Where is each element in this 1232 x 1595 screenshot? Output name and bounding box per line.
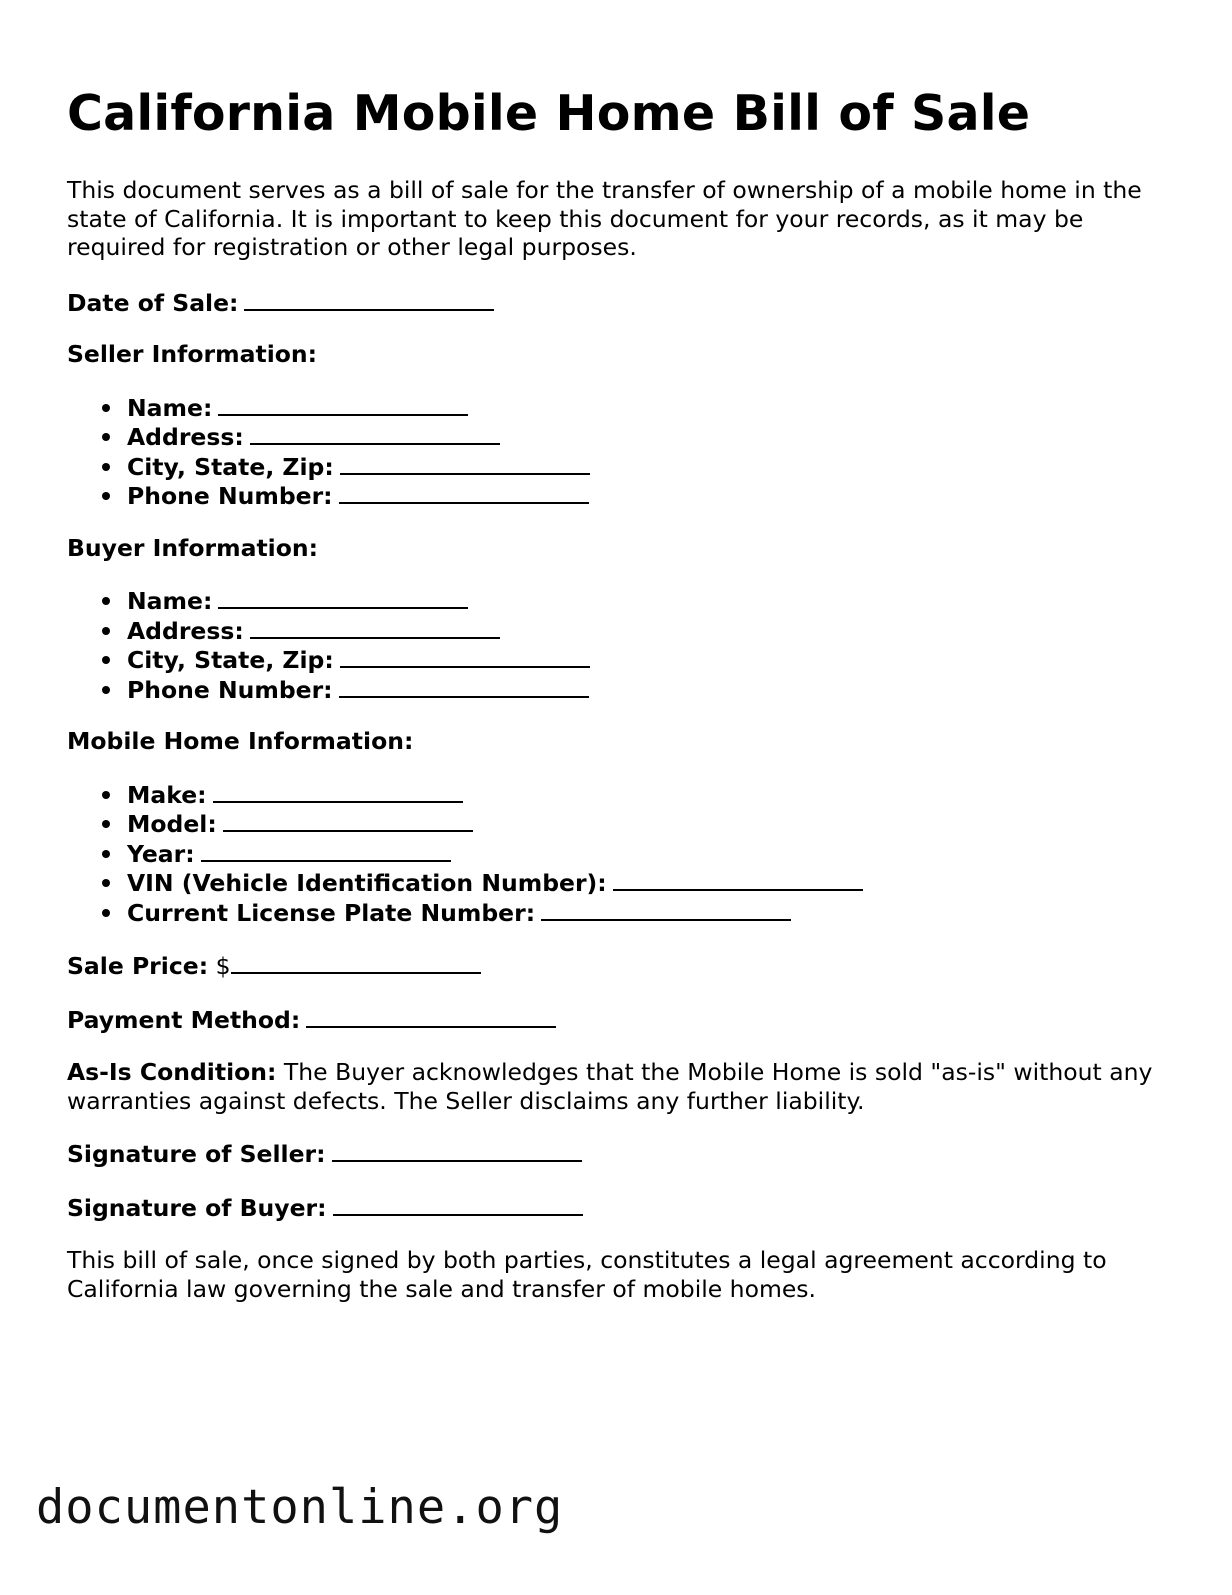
signature-buyer-blank[interactable] [333,1193,583,1216]
document-title: California Mobile Home Bill of Sale [67,85,1031,142]
make-label: Make: [127,780,207,809]
year-blank[interactable] [201,839,451,862]
vin-label: VIN (Vehicle Identification Number): [127,869,607,897]
seller-section-heading: Seller Information: [67,340,318,368]
license-plate-item [127,898,1167,928]
sale-price-field [67,951,1167,981]
sale-price-currency: $ [215,952,231,980]
seller-name-item [127,393,1167,423]
vin-item [127,868,1167,898]
signature-seller-field [67,1139,1167,1169]
buyer-name-label: Name: [127,587,213,615]
payment-method-label: Payment Method: [67,1005,301,1034]
seller-phone-blank[interactable] [339,481,589,504]
seller-city-state-zip-blank[interactable] [340,452,590,475]
seller-city-state-zip-label: City, State, Zip: [127,452,334,481]
year-item [127,839,1167,869]
as-is-label: As-Is Condition: [67,1058,277,1086]
sale-price-label: Sale Price: [67,952,209,980]
date-of-sale-blank[interactable] [244,288,494,311]
model-item [127,809,1167,839]
buyer-city-state-zip-label: City, State, Zip: [127,646,334,674]
seller-phone-item [127,481,1167,511]
seller-fields-list [67,393,1167,511]
year-label: Year: [127,839,195,868]
document-page [67,82,1167,1303]
watermark-text: documentonline.org [36,1480,564,1535]
payment-method-blank[interactable] [306,1005,556,1028]
closing-paragraph: This bill of sale, once signed by both parties, constitutes a legal agreement according to California law governing the sale and transfer of mobile homes. [67,1246,1107,1303]
intro-paragraph: This document serves as a bill of sale for the transfer of ownership of a mobile home in the state of California. It is important to keep this document for your records, as it may be required for registration or other legal purposes. [67,176,1142,261]
license-plate-blank[interactable] [541,898,791,921]
seller-name-label: Name: [127,393,213,422]
buyer-address-label: Address: [127,616,244,645]
signature-seller-label: Signature of Seller: [67,1140,326,1168]
signature-seller-blank[interactable] [332,1139,582,1162]
buyer-fields-list [67,586,1167,704]
seller-city-state-zip-item [127,452,1167,482]
buyer-address-blank[interactable] [250,616,500,639]
buyer-name-blank[interactable] [218,586,468,609]
make-blank[interactable] [213,780,463,803]
vin-blank[interactable] [613,868,863,891]
buyer-city-state-zip-item [127,645,1167,675]
sale-price-blank[interactable] [231,951,481,974]
model-label: Model: [127,810,217,838]
mobile-home-fields-list [67,780,1167,928]
as-is-text: The Buyer acknowledges that the Mobile Home is sold "as-is" without any warranties against defects. The Seller disclaims any further liability. [67,1058,1153,1115]
buyer-address-item [127,616,1167,646]
license-plate-label: Current License Plate Number: [127,898,536,927]
seller-phone-label: Phone Number: [127,482,333,510]
payment-method-field [67,1005,1167,1035]
buyer-section-heading: Buyer Information: [67,533,319,562]
buyer-phone-label: Phone Number: [127,675,333,704]
signature-buyer-label: Signature of Buyer: [67,1193,327,1222]
buyer-phone-blank[interactable] [339,675,589,698]
seller-address-label: Address: [127,423,244,451]
seller-name-blank[interactable] [218,393,468,416]
buyer-city-state-zip-blank[interactable] [340,645,590,668]
make-item [127,780,1167,810]
date-of-sale-label: Date of Sale: [67,288,239,317]
mobile-home-section-heading: Mobile Home Information: [67,727,414,755]
model-blank[interactable] [223,809,473,832]
signature-buyer-field [67,1193,1167,1223]
seller-address-blank[interactable] [250,422,500,445]
date-of-sale-field [67,288,1167,318]
as-is-paragraph [67,1058,1167,1115]
buyer-phone-item [127,675,1167,705]
buyer-name-item [127,586,1167,616]
seller-address-item [127,422,1167,452]
